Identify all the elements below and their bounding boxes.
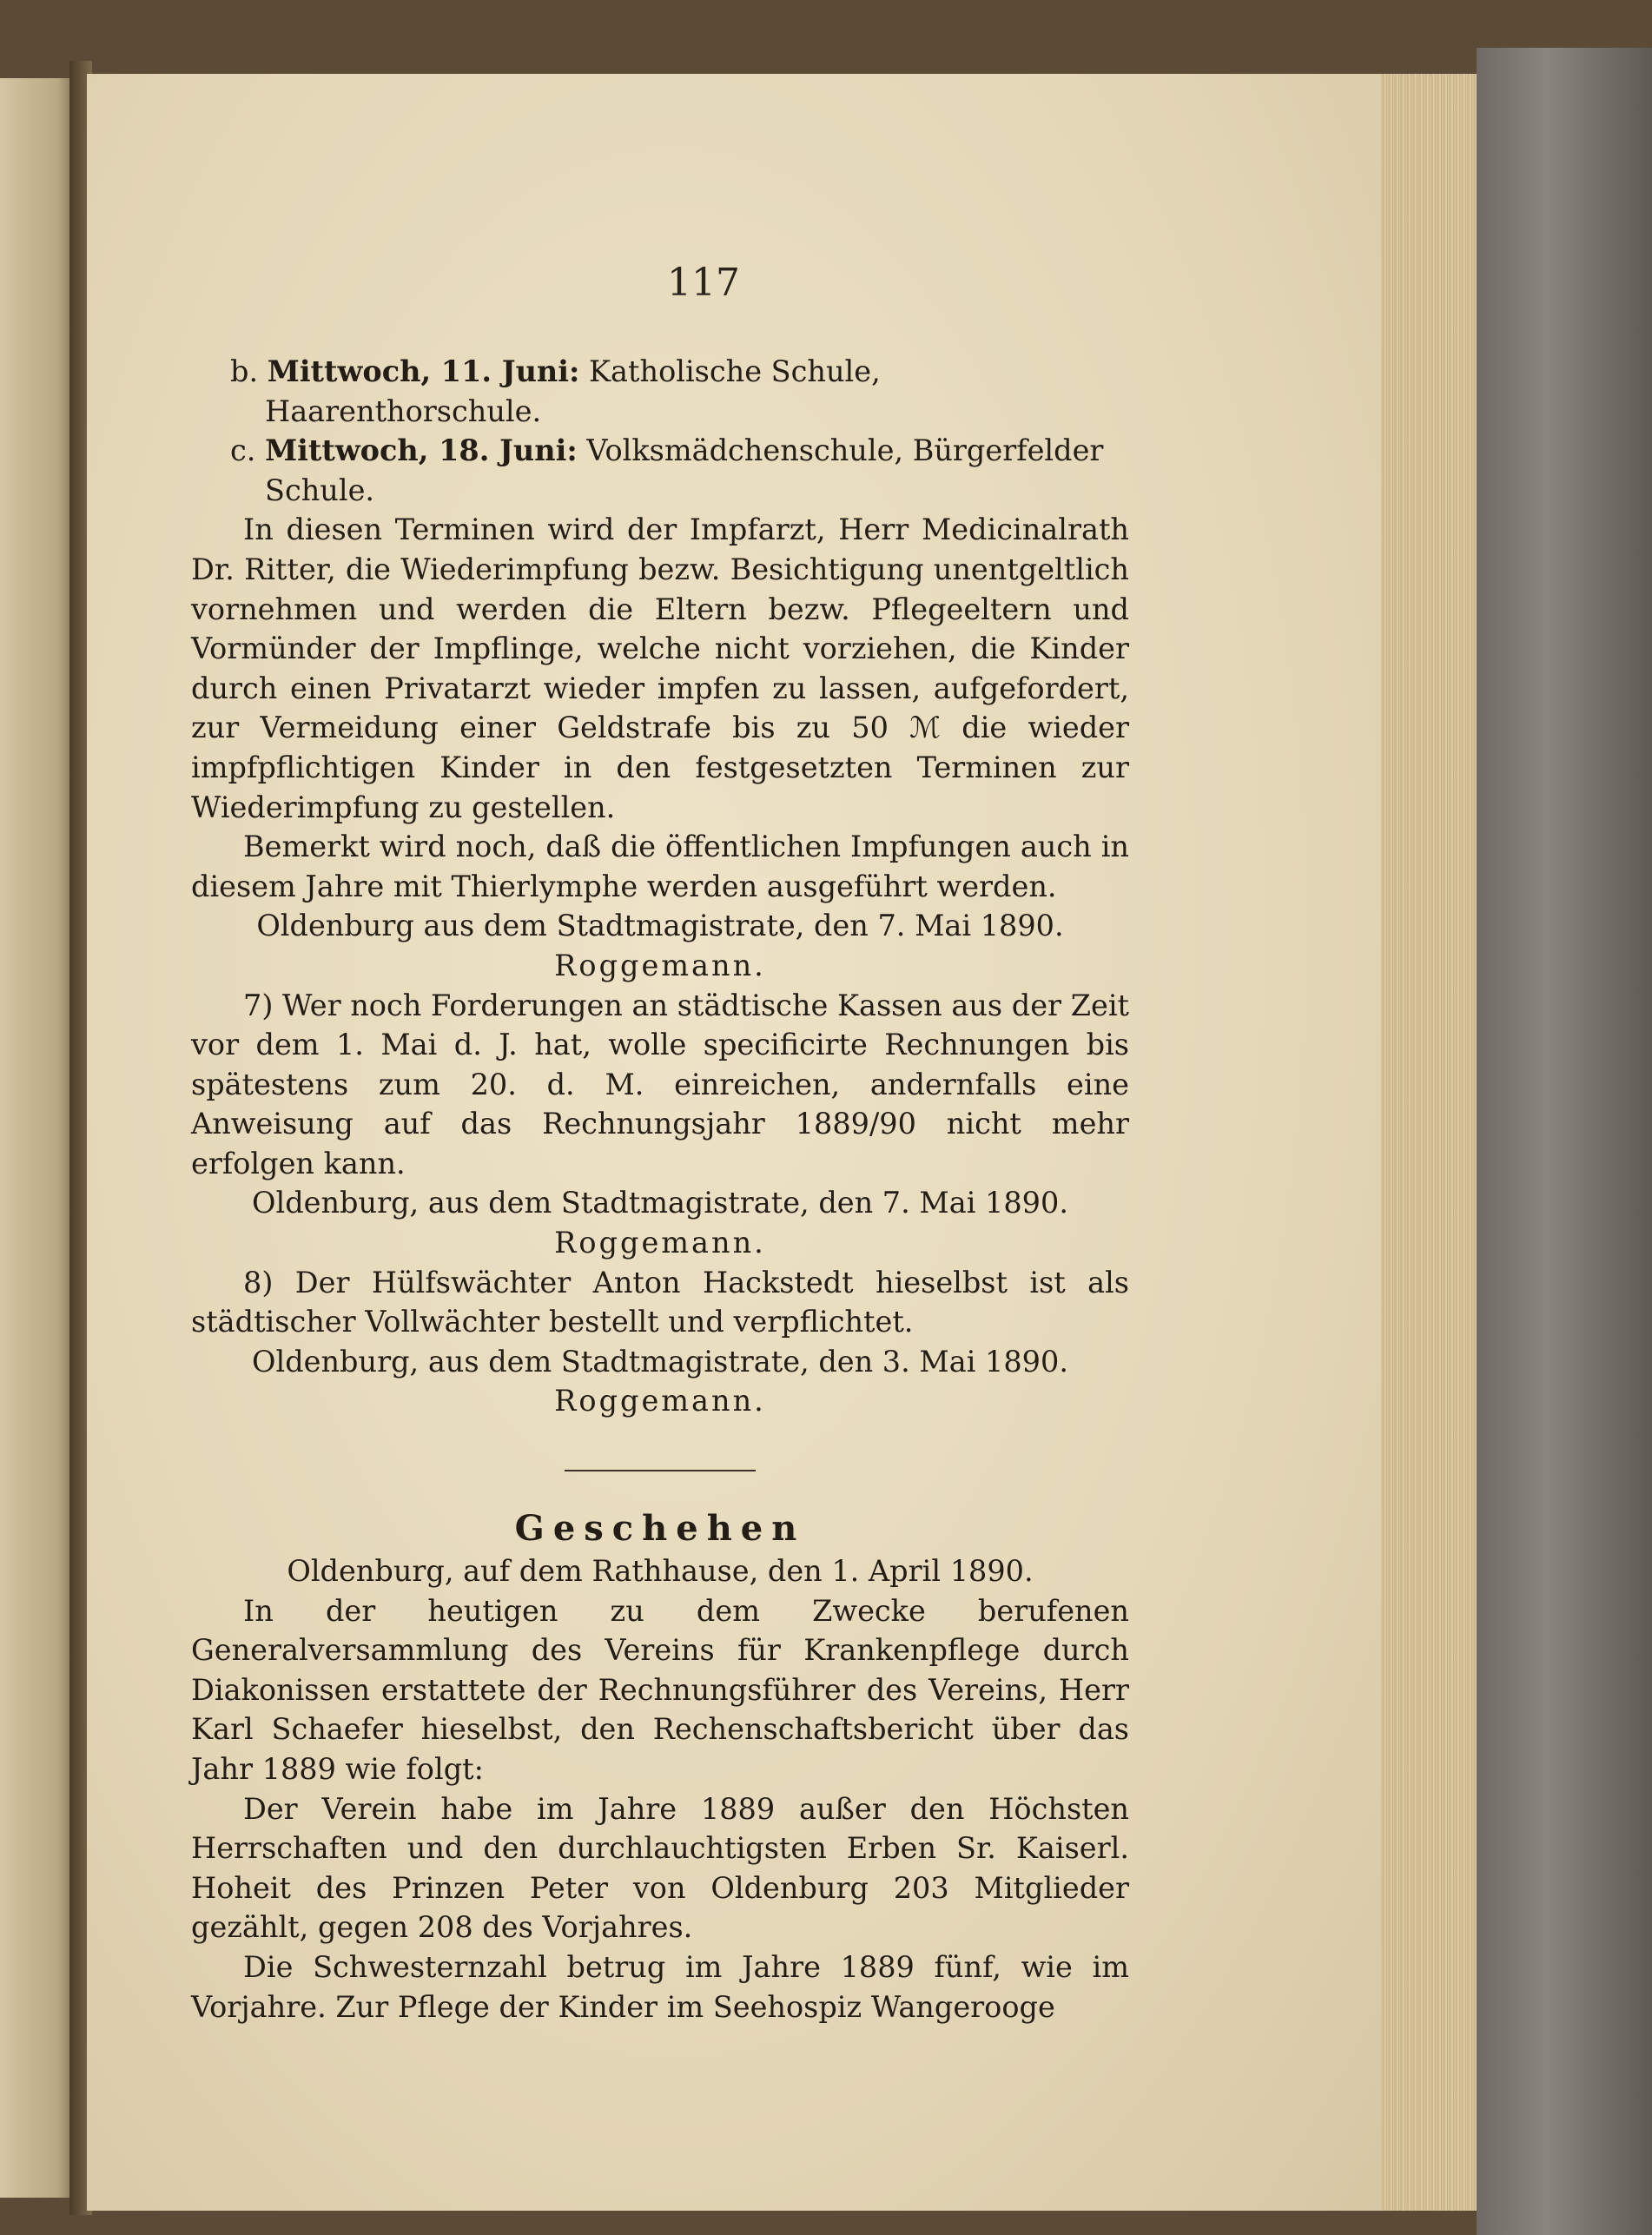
- paragraph-assembly: In der heutigen zu dem Zwecke berufenen Generalversammlung des Vereins für Krankenpflege durch Diakonissen erstattete der Rechnungsführer des Vereins, Herr Karl Schaefer hieselbst, den Rechenschaftsbericht über das Jahr 1889 wie folgt:: [191, 1593, 1129, 1786]
- signature-1: Roggemann.: [554, 948, 766, 982]
- place-date-3: Oldenburg, aus dem Stadtmagistrate, den 3. Mai 1890.: [252, 1344, 1068, 1379]
- signature-3: Roggemann.: [554, 1384, 766, 1418]
- place-date-1: Oldenburg aus dem Stadtmagistrate, den 7. Mai 1890.: [256, 909, 1064, 943]
- book-cover: [1477, 48, 1652, 2235]
- paragraph-sisters: Die Schwesternzahl betrug im Jahre 1889 fünf, wie im Vorjahre. Zur Pflege der Kinder im Seehospiz Wangerooge: [191, 1949, 1129, 2024]
- paragraph-lymph: Bemerkt wird noch, daß die öffentlichen Impfungen auch in diesem Jahre mit Thierlymphe werden ausgeführt werden.: [191, 830, 1129, 903]
- page-body: [191, 352, 1129, 2027]
- section-heading: Geschehen: [514, 1508, 806, 1550]
- item-marker: c.: [230, 433, 256, 468]
- paragraph-claims: 7) Wer noch Forderungen an städtische Kassen aus der Zeit vor dem 1. Mai d. J. hat, wolle specificirte Rechnungen bis spätestens zum 20. d. M. einreichen, andernfalls eine Anweisung auf das Rechnungsjahr 1889/90 nicht mehr erfolgen kann.: [191, 988, 1129, 1180]
- heading-place-date: Oldenburg, auf dem Rathhause, den 1. April 1890.: [287, 1554, 1034, 1589]
- place-date-2: Oldenburg, aus dem Stadtmagistrate, den 7. Mai 1890.: [252, 1186, 1068, 1220]
- signature-2: Roggemann.: [554, 1226, 766, 1260]
- paragraph-members: Der Verein habe im Jahre 1889 außer den Höchsten Herrschaften und den durchlauchtigsten Erben Sr. Kaiserl. Hoheit des Prinzen Peter von Oldenburg 203 Mitglieder gezählt, gegen 208 des Vorjahres.: [191, 1791, 1129, 1945]
- schedule-item-c: [191, 431, 1129, 510]
- item-date: Mittwoch, 18. Juni:: [265, 433, 578, 468]
- item-text: Volksmädchenschule, Bürgerfelder Schule.: [265, 433, 1104, 507]
- section-divider: [565, 1470, 756, 1471]
- item-text: Katholische Schule, Haarenthorschule.: [265, 354, 881, 428]
- schedule-item-b: [191, 352, 1129, 431]
- paragraph-watchman: 8) Der Hülfswächter Anton Hackstedt hieselbst ist als städtischer Vollwächter bestellt und verpflichtet.: [191, 1265, 1129, 1339]
- item-marker: b.: [230, 354, 259, 388]
- page-stack-edge: [1381, 74, 1478, 2211]
- paragraph-vaccination: In diesen Terminen wird der Impfarzt, Herr Medicinalrath Dr. Ritter, die Wiederimpfung bezw. Besichtigung unentgeltlich vornehmen und werden die Eltern bezw. Pflegeeltern und Vormünder der Impflinge, welche nicht vorziehen, die Kinder durch einen Privatarzt wieder impfen zu lassen, aufgefordert, zur Vermeidung einer Geldstrafe bis zu 50 ℳ die wieder impfpflichtigen Kinder in den festgesetzten Terminen zur Wiederimpfung zu gestellen.: [191, 512, 1129, 824]
- page-number: 117: [667, 261, 740, 305]
- item-date: Mittwoch, 11. Juni:: [267, 354, 580, 388]
